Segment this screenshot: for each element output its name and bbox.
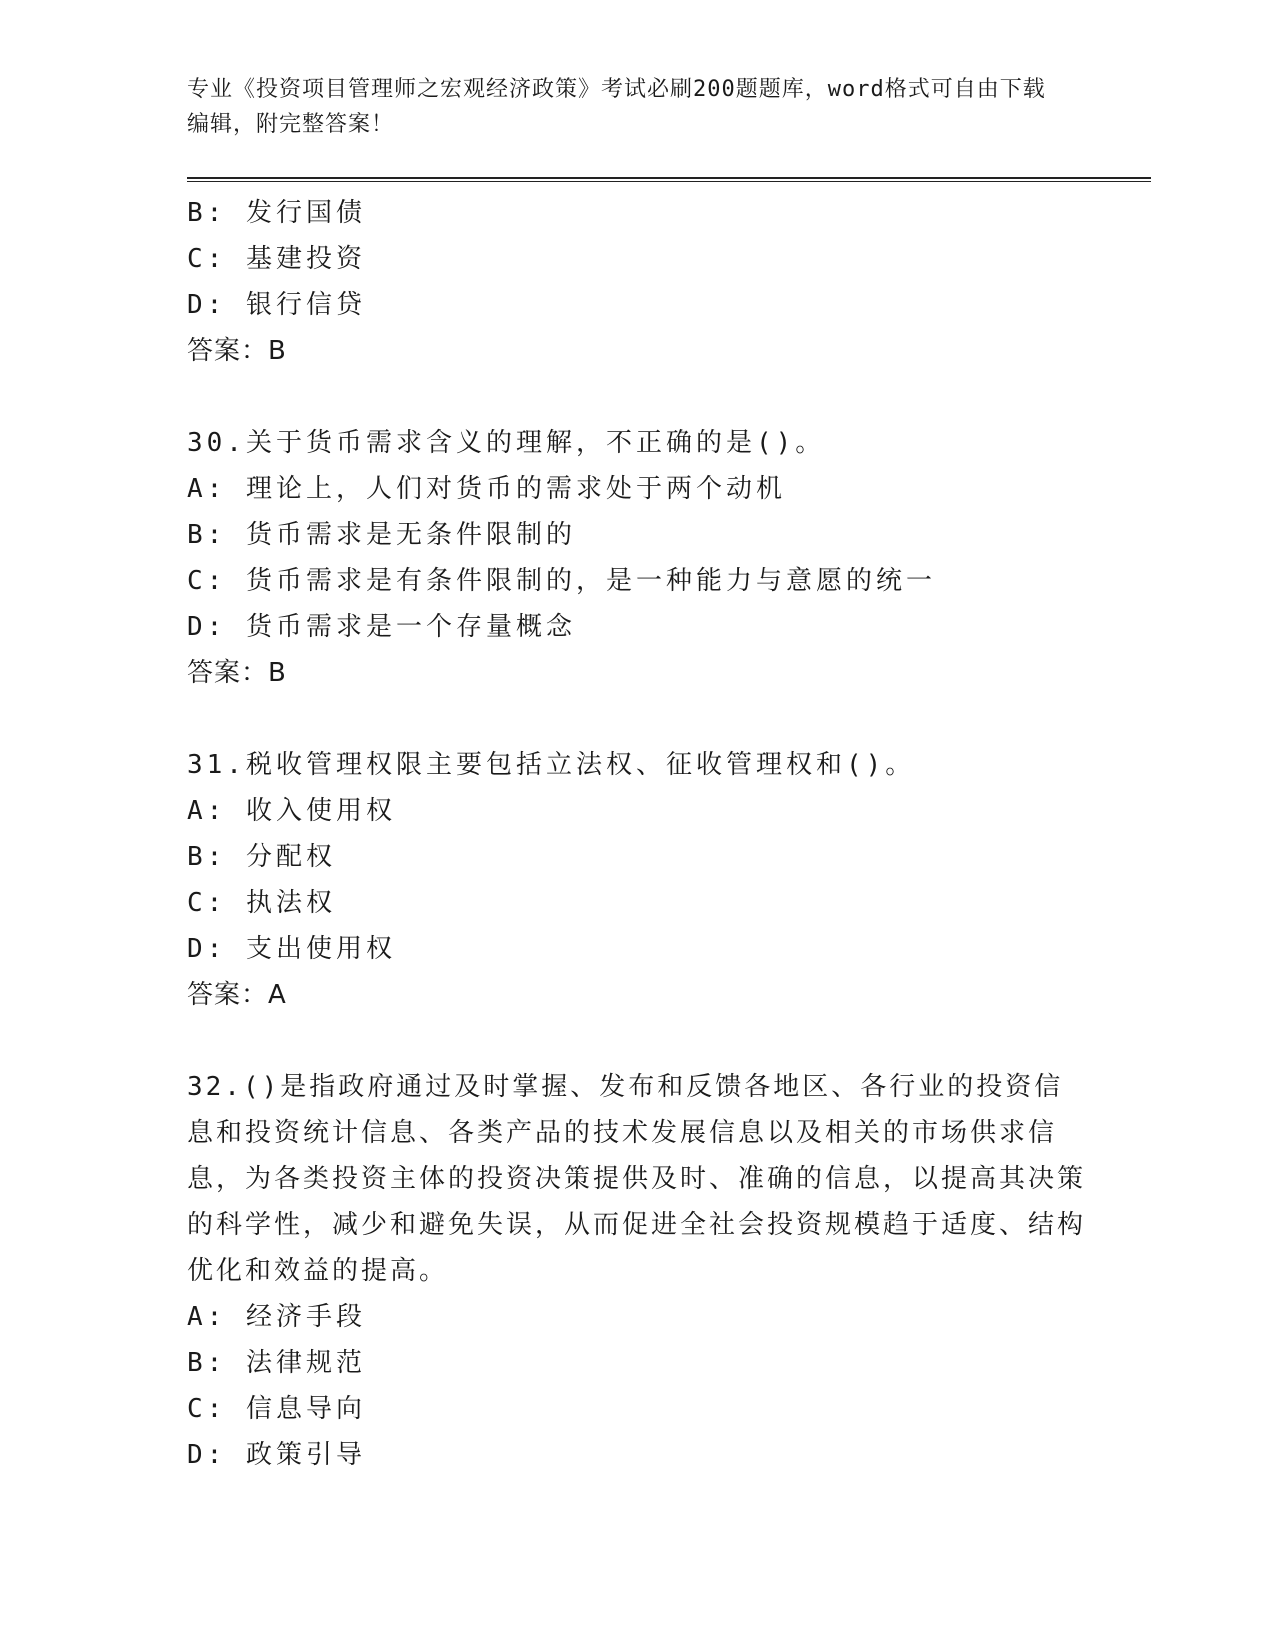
option-d: D: 货币需求是一个存量概念: [187, 612, 576, 642]
option-a: A: 经济手段: [187, 1302, 366, 1332]
option-d: D: 银行信贷: [187, 290, 366, 320]
option-b: B: 货币需求是无条件限制的: [187, 520, 576, 550]
option-c: C: 基建投资: [187, 244, 366, 274]
option-a: A: 收入使用权: [187, 796, 396, 826]
question-stem: 31.税收管理权限主要包括立法权、征收管理权和()。: [187, 750, 916, 780]
header-divider: [187, 177, 1151, 182]
question-30: [187, 420, 1087, 696]
option-b: B: 发行国债: [187, 198, 366, 228]
document-body: [187, 190, 1087, 1478]
answer-text: 答案：B: [187, 336, 287, 366]
option-b: B: 分配权: [187, 842, 336, 872]
option-a: A: 理论上，人们对货币的需求处于两个动机: [187, 474, 786, 504]
answer-text: 答案：B: [187, 658, 287, 688]
option-c: C: 信息导向: [187, 1394, 366, 1424]
question-29-tail: [187, 190, 1087, 374]
question-31: [187, 742, 1087, 1018]
question-32: [187, 1064, 1087, 1478]
question-stem: 30.关于货币需求含义的理解，不正确的是()。: [187, 428, 826, 458]
option-c: C: 货币需求是有条件限制的，是一种能力与意愿的统一: [187, 566, 936, 596]
option-d: D: 支出使用权: [187, 934, 396, 964]
option-c: C: 执法权: [187, 888, 336, 918]
option-d: D: 政策引导: [187, 1440, 366, 1470]
document-header: 专业《投资项目管理师之宏观经济政策》考试必刷200题题库，word格式可自由下载编辑，附完整答案！: [187, 77, 1046, 137]
question-stem: 32.()是指政府通过及时掌握、发布和反馈各地区、各行业的投资信息和投资统计信息、各类产品的技术发展信息以及相关的市场供求信息，为各类投资主体的投资决策提供及时、准确的信息，以提高其决策的科学性，减少和避免失误，从而促进全社会投资规模趋于适度、结构优化和效益的提高。: [187, 1072, 1087, 1286]
answer-text: 答案：A: [187, 980, 287, 1010]
option-b: B: 法律规范: [187, 1348, 366, 1378]
